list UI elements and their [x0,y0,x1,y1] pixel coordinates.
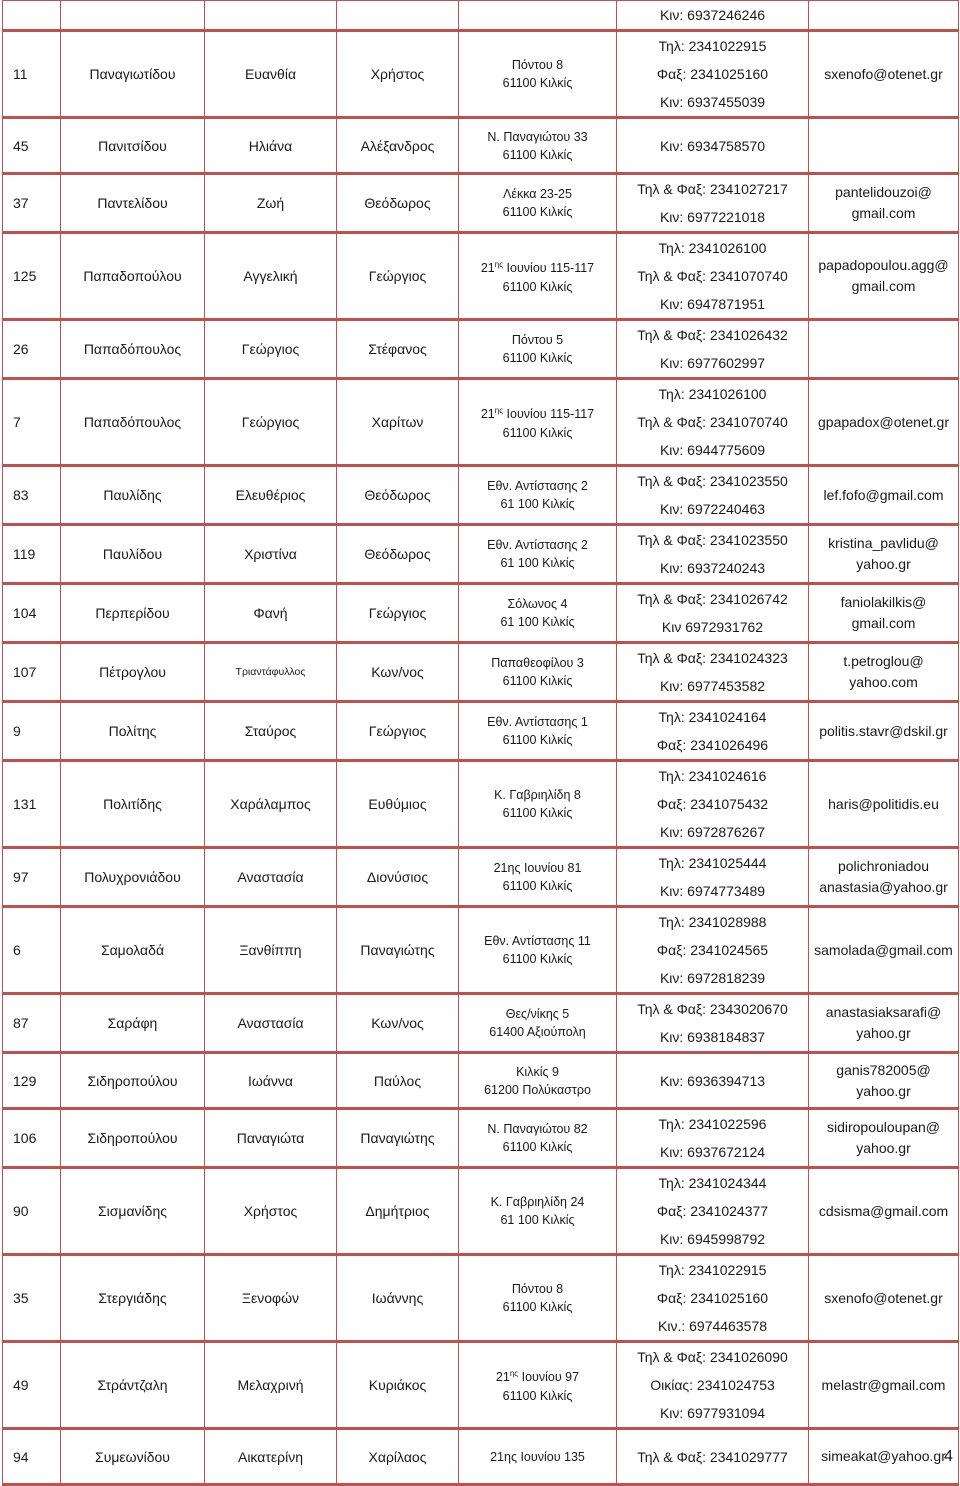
surname-cell: Παυλίδου [61,525,205,584]
phone-cell [617,907,809,994]
surname-cell: Περπερίδου [61,584,205,643]
phone-cell [617,643,809,702]
cell-line: faniolakilkis@ [840,594,927,610]
cell-line: yahoo.gr [856,556,911,572]
address-cell [459,174,617,233]
phone-cell [617,584,809,643]
cell-line: Τηλ & Φαξ: 2341027217 [637,181,788,197]
email-cell [809,31,959,118]
cell-line: Ν. Παναγιώτου 33 [487,129,588,144]
address-cell [459,1255,617,1342]
table-row [3,1109,959,1168]
member-number-cell: 35 [3,1255,61,1342]
first-name-cell: Ξανθίππη [205,907,337,994]
father-name-cell: Αλέξανδρος [337,118,459,174]
cell-line: 61100 Κιλκίς [502,351,573,365]
address-cell [459,31,617,118]
first-name-cell: Αναστασία [205,848,337,907]
cell-line: Οικίας: 2341024753 [650,1377,775,1393]
cell-line: yahoo.com [849,674,918,690]
first-name-cell: Παναγιώτα [205,1109,337,1168]
cell-line: 61100 Κιλκίς [502,205,573,219]
member-number-cell: 9 [3,702,61,761]
cell-line: pantelidouzoi@ [835,184,932,200]
cell-line: Τηλ: 2341026100 [658,240,767,256]
cell-line: Κιν: 6977931094 [659,1405,766,1421]
email-cell [809,702,959,761]
cell-line: papadopoulou.agg@ [818,257,949,273]
surname-cell: Πέτρογλου [61,643,205,702]
address-cell [459,1168,617,1255]
cell-line: yahoo.gr [856,1025,911,1041]
cell-line: $21^{\eta\varsigma}$ Ιουνίου 115-117 [480,260,595,276]
email-cell [809,525,959,584]
cell-line: Τηλ: 2341024616 [658,768,767,784]
surname-cell: Συμεωνίδου [61,1429,205,1485]
email-cell [809,233,959,320]
cell-line: Τηλ & Φαξ: 2341026432 [637,327,788,343]
cell-line: Φαξ: 2341024565 [656,942,769,958]
cell-line: Κιν: 6974773489 [659,883,766,899]
father-name-cell: Παναγιώτης [337,1109,459,1168]
member-number-cell: 6 [3,907,61,994]
table-row [3,174,959,233]
surname-cell: Παναγιωτίδου [61,31,205,118]
phone-cell [617,848,809,907]
cell-line: Κιν: 6937455039 [659,94,766,110]
table-row [3,31,959,118]
phone-cell [617,1168,809,1255]
cell-line: 61200 Πολύκαστρο [484,1082,591,1097]
email-cell [809,584,959,643]
address-cell [459,1342,617,1429]
cell-line: Τηλ & Φαξ: 2341023550 [637,473,788,489]
member-number-cell: 11 [3,31,61,118]
father-name-cell: Θεόδωρος [337,466,459,525]
cell-line: politis.stavr@dskil.gr [819,722,948,739]
email-cell [809,907,959,994]
address-cell [459,584,617,643]
cell-line: Κ. Γαβριηλίδη 24 [490,1195,585,1209]
father-name-cell: Στέφανος [337,320,459,379]
father-name-cell: Κων/νος [337,994,459,1053]
member-number-cell: 37 [3,174,61,233]
cell-line: Κιν.: 6974463578 [658,1318,767,1334]
cell-line: Κιν: 6934758570 [659,137,766,154]
cell-line: Κιν: 6944775609 [659,442,766,458]
member-number-cell: 26 [3,320,61,379]
cell-line: polichroniadou [837,858,930,874]
father-name-cell: Ιωάννης [337,1255,459,1342]
cell-line: Κιν: 6972818239 [659,970,766,986]
father-name-cell: Παναγιώτης [337,907,459,994]
surname-cell: Σαμολαδά [61,907,205,994]
email-cell [809,1342,959,1429]
phone-cell [617,702,809,761]
first-name-cell: Χριστίνα [205,525,337,584]
cell-line: Εθν. Αντίστασης 2 [487,479,588,493]
email-cell [809,1255,959,1342]
cell-line: sxenofo@otenet.gr [824,65,943,82]
empty-cell [809,0,959,31]
cell-line: yahoo.gr [856,1140,911,1156]
email-cell [809,1109,959,1168]
cell-line: Παπαθεοφίλου 3 [491,656,584,670]
surname-cell: Πολυχρονιάδου [61,848,205,907]
father-name-cell: Χαρίτων [337,379,459,466]
cell-line: 61100 Κιλκίς [502,425,573,440]
cell-line: Τηλ & Φαξ: 2341026742 [637,591,788,607]
cell-line: $21^{\eta\varsigma}$ Ιουνίου 97 [495,1369,580,1385]
father-name-cell: Γεώργιος [337,584,459,643]
first-name-cell: Φανή [205,584,337,643]
member-number-cell: 83 [3,466,61,525]
cell-line: t.petroglou@ [843,653,924,669]
table-row [3,1053,959,1109]
member-number-cell: 125 [3,233,61,320]
address-cell [459,761,617,848]
cell-line: Κιν: 6972876267 [659,824,766,840]
table-row [3,907,959,994]
address-cell [459,379,617,466]
father-name-cell: Χαρίλαος [337,1429,459,1485]
first-name-cell: Αικατερίνη [205,1429,337,1485]
cell-line: Σόλωνος 4 [507,597,568,611]
cell-line: Κιν: 6945998792 [659,1231,766,1247]
email-cell [809,1053,959,1109]
cell-line: Κ. Γαβριηλίδη 8 [494,788,581,802]
cell-line: haris@politidis.eu [828,795,939,812]
table-row [3,994,959,1053]
cell-line: 61100 Κιλκίς [502,879,573,893]
cell-line: Κιν: 6977453582 [659,678,766,694]
email-cell [809,320,959,379]
cell-line: sidiropouloupan@ [826,1119,941,1135]
table-row [3,1342,959,1429]
address-cell [459,118,617,174]
email-cell [809,118,959,174]
address-cell [459,1429,617,1485]
cell-line: anastasiaksarafi@ [825,1004,942,1020]
member-number-cell: 97 [3,848,61,907]
cell-line: Τηλ: 2341026100 [658,386,767,402]
table-row-fragment [3,0,959,31]
cell-line: 61100 Κιλκίς [502,1300,573,1314]
cell-line: simeakat@yahoo.gr [821,1448,946,1464]
table-row [3,1168,959,1255]
table-row [3,466,959,525]
table-row [3,584,959,643]
member-number-cell: 49 [3,1342,61,1429]
surname-cell: Παντελίδου [61,174,205,233]
table-row [3,1429,959,1485]
cell-line: sxenofo@otenet.gr [824,1289,943,1306]
table-row [3,761,959,848]
surname-cell: Σιδηροπούλου [61,1109,205,1168]
phone-cell [617,0,809,31]
cell-line: Φαξ: 2341075432 [656,796,769,812]
cell-line: yahoo.gr [856,1082,911,1099]
phone-cell [617,525,809,584]
member-number-cell: 90 [3,1168,61,1255]
phone-cell [617,118,809,174]
address-cell [459,1053,617,1109]
cell-line: Πόντου 8 [511,1282,564,1296]
phone-line: Κιν: 6937246246 [659,7,766,23]
table-row [3,320,959,379]
surname-cell: Πολιτίδης [61,761,205,848]
email-cell [809,379,959,466]
cell-line: Ν. Παναγιώτου 82 [487,1122,588,1136]
cell-line: Τηλ & Φαξ: 2343020670 [637,1001,788,1017]
address-cell [459,466,617,525]
contacts-table-viewport [2,0,958,1465]
father-name-cell: Δημήτριος [337,1168,459,1255]
cell-line: gpapadox@otenet.gr [818,413,949,430]
cell-line: gmail.com [851,615,916,631]
cell-line: Τηλ: 2341022915 [658,1262,767,1278]
cell-line: 61 100 Κιλκίς [500,1213,575,1227]
surname-cell: Παπαδόπουλος [61,379,205,466]
cell-line: Κιν: 6937672124 [659,1144,766,1160]
address-cell [459,643,617,702]
table-row [3,702,959,761]
email-cell [809,761,959,848]
phone-cell [617,1053,809,1109]
surname-cell: Πανιτσίδου [61,118,205,174]
email-cell [809,466,959,525]
table-row [3,848,959,907]
surname-cell: Παπαδόπουλος [61,320,205,379]
email-cell [809,848,959,907]
address-cell [459,907,617,994]
email-cell [809,643,959,702]
cell-line: gmail.com [851,278,916,294]
phone-cell [617,1109,809,1168]
phone-cell [617,31,809,118]
father-name-cell: Διονύσιος [337,848,459,907]
address-cell [459,994,617,1053]
table-row [3,1255,959,1342]
cell-line: Τηλ & Φαξ: 2341024323 [637,650,788,666]
cell-line: Κιν: 6972240463 [659,501,766,517]
cell-line: Κιν: 6977602997 [659,355,766,371]
table-row [3,379,959,466]
first-name-cell: Ιωάννα [205,1053,337,1109]
cell-line: Εθν. Αντίστασης 1 [487,715,588,729]
first-name-cell: Ελευθέριος [205,466,337,525]
address-cell [459,702,617,761]
empty-cell [459,0,617,31]
cell-line: Τηλ: 2341022915 [658,38,767,54]
surname-cell: Παπαδοπούλου [61,233,205,320]
cell-line: Τηλ & Φαξ: 2341029777 [637,1448,788,1465]
cell-line: Κιν: 6936394713 [659,1072,766,1089]
cell-line: Τηλ & Φαξ: 2341070740 [637,268,788,284]
cell-line: samolada@gmail.com [814,941,953,958]
member-number-cell: 107 [3,643,61,702]
member-number-cell: 104 [3,584,61,643]
father-name-cell: Γεώργιος [337,233,459,320]
surname-cell: Στεργιάδης [61,1255,205,1342]
phone-cell [617,174,809,233]
phone-cell [617,1429,809,1485]
first-name-cell: Ηλιάνα [205,118,337,174]
cell-line: Φαξ: 2341024377 [656,1203,769,1219]
contacts-table [2,0,959,1486]
phone-cell [617,761,809,848]
table-row [3,525,959,584]
surname-cell: Σαράφη [61,994,205,1053]
address-cell [459,848,617,907]
cell-line: anastasia@yahoo.gr [819,879,948,895]
cell-line: Τηλ: 2341022596 [658,1116,767,1132]
email-cell [809,1168,959,1255]
surname-cell: Πολίτης [61,702,205,761]
first-name-cell: Αγγελική [205,233,337,320]
cell-line: kristina_pavlidu@ [828,535,939,551]
first-name-cell: Σταύρος [205,702,337,761]
member-number-cell: 7 [3,379,61,466]
phone-cell [617,1255,809,1342]
member-number-cell: 106 [3,1109,61,1168]
cell-line: Φαξ: 2341025160 [656,1290,769,1306]
cell-line: 21ης Ιουνίου 135 [490,1449,585,1464]
cell-line: Κιν 6972931762 [661,619,764,635]
first-name-cell: Χρήστος [205,1168,337,1255]
cell-line: Κιλκίς 9 [516,1064,559,1079]
surname-cell: Παυλίδης [61,466,205,525]
email-cell [809,994,959,1053]
member-number-cell: 45 [3,118,61,174]
empty-cell [205,0,337,31]
first-name-cell: Αναστασία [205,994,337,1053]
first-name-cell: Ζωή [205,174,337,233]
empty-cell [337,0,459,31]
member-number-cell: 129 [3,1053,61,1109]
cell-line: $21^{\eta\varsigma}$ Ιουνίου 115-117 [480,406,595,422]
email-cell [809,174,959,233]
cell-line: Κιν: 6938184837 [659,1029,766,1045]
father-name-cell: Θεόδωρος [337,174,459,233]
cell-line: ganis782005@ [836,1061,931,1078]
address-cell [459,320,617,379]
cell-line: gmail.com [851,205,916,221]
phone-cell [617,1342,809,1429]
father-name-cell: Ευθύμιος [337,761,459,848]
cell-line: Τηλ: 2341024344 [658,1175,767,1191]
cell-line: Εθν. Αντίστασης 11 [484,934,591,948]
cell-line: 61 100 Κιλκίς [500,497,575,511]
cell-line: 61 100 Κιλκίς [500,556,575,570]
father-name-cell: Κυριάκος [337,1342,459,1429]
table-row [3,643,959,702]
father-name-cell: Παύλος [337,1053,459,1109]
empty-cell [3,0,61,31]
cell-line: 61100 Κιλκίς [502,674,573,688]
first-name-cell: Γεώργιος [205,320,337,379]
member-number-cell: 119 [3,525,61,584]
cell-line: 61100 Κιλκίς [502,806,573,820]
first-name-cell: Μελαχρινή [205,1342,337,1429]
cell-line: Τηλ & Φαξ: 2341026090 [637,1349,788,1365]
cell-line: Πόντου 8 [511,58,564,72]
cell-line: 61100 Κιλκίς [502,279,573,294]
member-number-cell: 94 [3,1429,61,1485]
table-row [3,233,959,320]
cell-line: 21ης Ιουνίου 81 [493,861,582,875]
cell-line: Τηλ: 2341024164 [658,709,767,725]
address-cell [459,525,617,584]
cell-line: lef.fofo@gmail.com [823,486,944,503]
table-body [3,0,959,1485]
phone-cell [617,466,809,525]
cell-line: Εθν. Αντίστασης 2 [487,538,588,552]
father-name-cell: Θεόδωρος [337,525,459,584]
first-name-cell: Τριαντάφυλλος [205,643,337,702]
email-cell [809,1429,959,1485]
cell-line: 61400 Αξιούπολη [489,1025,586,1039]
cell-line: 61100 Κιλκίς [502,1388,573,1403]
father-name-cell: Χρήστος [337,31,459,118]
cell-line: Κιν: 6937240243 [659,560,766,576]
cell-line: Τηλ: 2341025444 [658,855,767,871]
cell-line: Τηλ & Φαξ: 2341070740 [637,414,788,430]
father-name-cell: Κων/νος [337,643,459,702]
surname-cell: Σιδηροπούλου [61,1053,205,1109]
first-name-cell: Γεώργιος [205,379,337,466]
first-name-cell: Ξενοφών [205,1255,337,1342]
cell-line: 61100 Κιλκίς [502,1140,573,1154]
address-cell [459,1109,617,1168]
cell-line: 61100 Κιλκίς [502,733,573,747]
cell-line: Κιν: 6977221018 [659,209,766,225]
first-name-cell: Ευανθία [205,31,337,118]
cell-line: 61100 Κιλκίς [502,147,573,162]
cell-line: 61100 Κιλκίς [502,76,573,90]
cell-line: 61 100 Κιλκίς [500,615,575,629]
cell-line: Φαξ: 2341025160 [656,66,769,82]
cell-line: 61100 Κιλκίς [502,952,573,966]
cell-line: Τηλ: 2341028988 [658,914,767,930]
page-number: 4 [944,1448,953,1465]
address-cell [459,233,617,320]
cell-line: Λέκκα 23-25 [503,187,572,201]
phone-cell [617,994,809,1053]
cell-line: Πόντου 5 [511,333,564,347]
member-number-cell: 87 [3,994,61,1053]
phone-cell [617,320,809,379]
cell-line: melastr@gmail.com [821,1376,946,1393]
empty-cell [61,0,205,31]
phone-cell [617,233,809,320]
phone-cell [617,379,809,466]
cell-line: Θες/νίκης 5 [505,1007,570,1021]
cell-line: Τηλ & Φαξ: 2341023550 [637,532,788,548]
member-number-cell: 131 [3,761,61,848]
first-name-cell: Χαράλαμπος [205,761,337,848]
cell-line: Κιν: 6947871951 [659,296,766,312]
cell-line: Φαξ: 2341026496 [656,737,769,753]
father-name-cell: Γεώργιος [337,702,459,761]
cell-line: cdsisma@gmail.com [818,1202,949,1219]
table-row [3,118,959,174]
surname-cell: Στράντζαλη [61,1342,205,1429]
surname-cell: Σισμανίδης [61,1168,205,1255]
